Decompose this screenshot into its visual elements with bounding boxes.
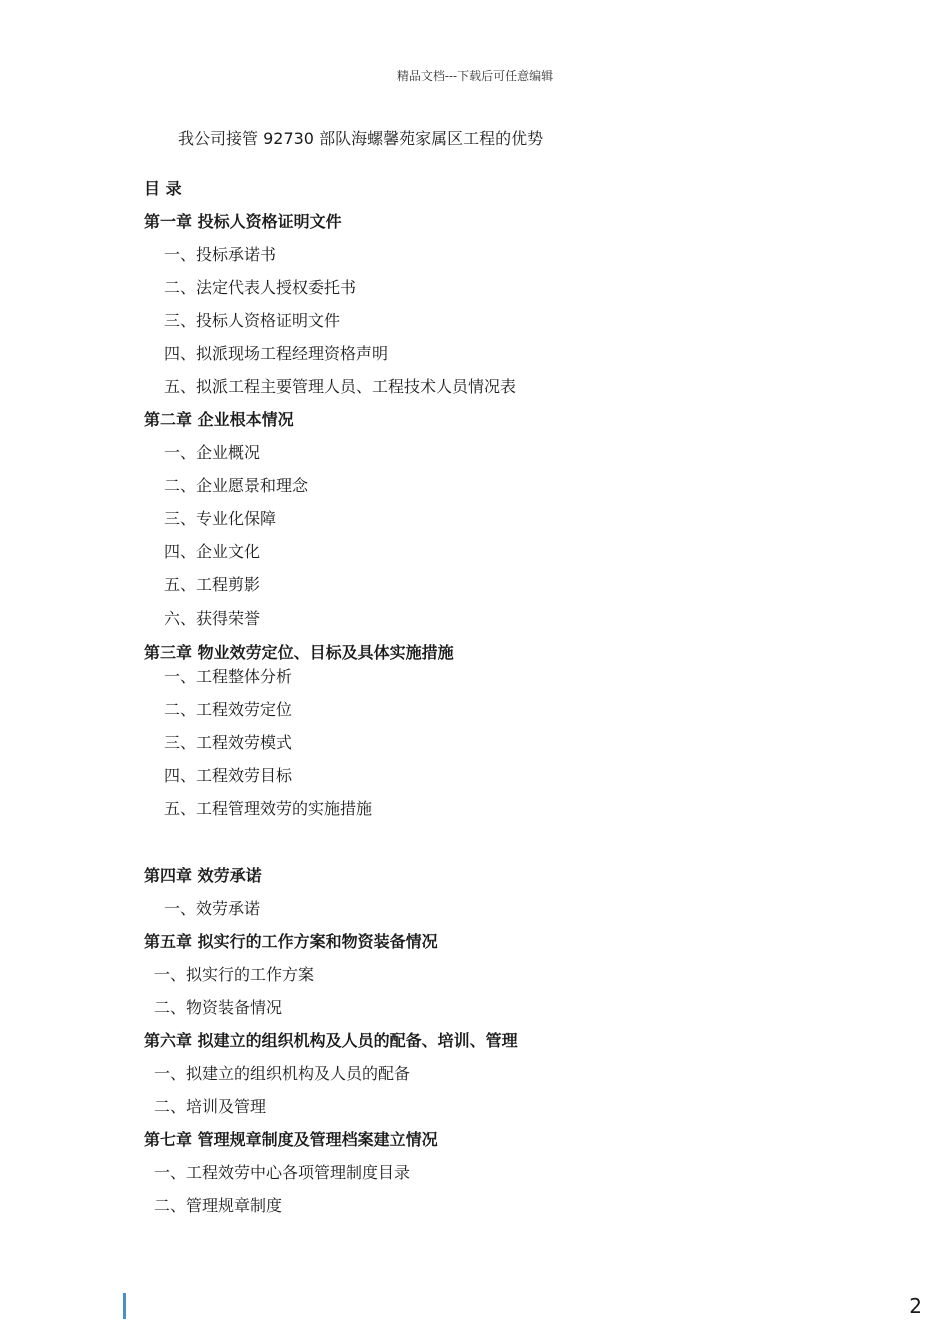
toc-item: 二、法定代表人授权委托书 [164, 278, 357, 297]
toc-item: 三、专业化保障 [164, 509, 277, 528]
page-number: 2 [909, 1294, 922, 1318]
toc-item: 一、工程整体分析 [164, 667, 293, 686]
toc-item: 四、拟派现场工程经理资格声明 [164, 344, 389, 363]
page-header: 精品文档---下载后可任意编辑 [396, 69, 554, 83]
toc-item: 五、工程剪影 [164, 575, 261, 594]
footer-accent-bar [123, 1293, 126, 1319]
toc-chapter-1: 第一章 投标人资格证明文件 [144, 212, 342, 231]
toc-item: 五、工程管理效劳的实施措施 [164, 799, 373, 818]
toc-chapter-2: 第二章 企业根本情况 [144, 410, 294, 429]
toc-chapter-6: 第六章 拟建立的组织机构及人员的配备、培训、管理 [144, 1031, 518, 1050]
toc-item: 二、企业愿景和理念 [164, 476, 309, 495]
toc-item: 一、效劳承诺 [164, 899, 261, 918]
toc-item: 五、拟派工程主要管理人员、工程技术人员情况表 [164, 377, 517, 396]
toc-item: 二、物资装备情况 [154, 998, 283, 1017]
toc-item: 四、企业文化 [164, 542, 261, 561]
document-title: 我公司接管 92730 部队海螺馨苑家属区工程的优势 [178, 129, 544, 148]
toc-chapter-4: 第四章 效劳承诺 [144, 866, 262, 885]
toc-item: 六、获得荣誉 [164, 609, 261, 628]
toc-heading: 目 录 [144, 179, 182, 198]
toc-chapter-5: 第五章 拟实行的工作方案和物资装备情况 [144, 932, 438, 951]
toc-item: 四、工程效劳目标 [164, 766, 293, 785]
toc-item: 三、投标人资格证明文件 [164, 311, 341, 330]
toc-item: 三、工程效劳模式 [164, 733, 293, 752]
toc-item: 一、拟建立的组织机构及人员的配备 [154, 1064, 411, 1083]
toc-item: 一、投标承诺书 [164, 245, 277, 264]
toc-item: 一、企业概况 [164, 443, 261, 462]
toc-item: 一、拟实行的工作方案 [154, 965, 315, 984]
toc-item: 二、工程效劳定位 [164, 700, 293, 719]
toc-chapter-3: 第三章 物业效劳定位、目标及具体实施措施 [144, 643, 454, 662]
toc-item: 二、培训及管理 [154, 1097, 267, 1116]
toc-item: 一、工程效劳中心各项管理制度目录 [154, 1163, 411, 1182]
toc-item: 二、管理规章制度 [154, 1196, 283, 1215]
toc-chapter-7: 第七章 管理规章制度及管理档案建立情况 [144, 1130, 438, 1149]
